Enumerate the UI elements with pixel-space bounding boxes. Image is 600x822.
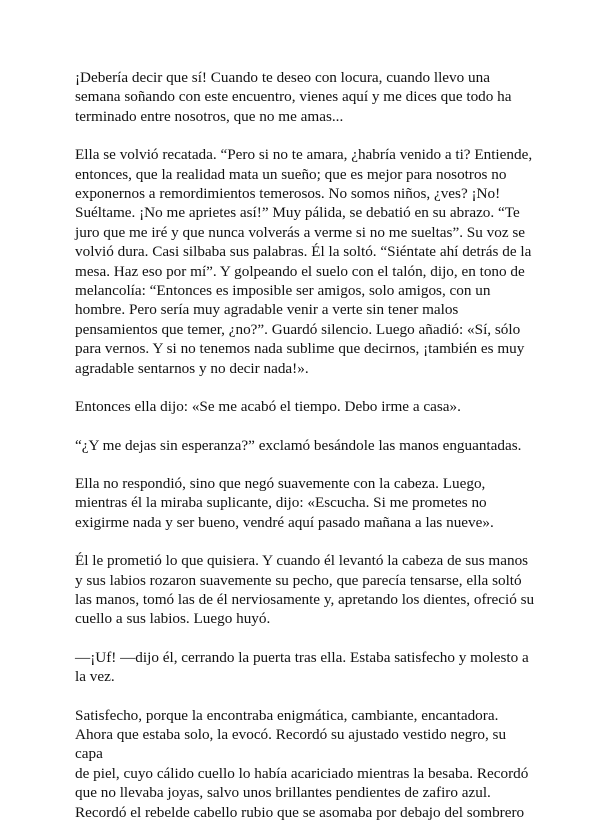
paragraph-6: Él le prometió lo que quisiera. Y cuando él levantó la cabeza de sus manos y sus labios rozaron suavemente su pecho, que parecía tensarse, ella soltó las manos, tomó las de él nerviosamente y, apretando los dientes, ofreció su cuello a sus labios. Luego huyó. bbox=[75, 552, 535, 628]
paragraph-7: —¡Uf! —dijo él, cerrando la puerta tras ella. Estaba satisfecho y molesto a la vez. bbox=[75, 648, 529, 686]
paragraph-2: Ella se volvió recatada. “Pero si no te amara, ¿habría venido a ti? Entiende, entonces, que la realidad mata un sueño; que es mejor para nosotros no exponernos a remordimientos temerosos. No somos niños, ¿ves? ¡No! Suéltame. ¡No me aprietes así!” Muy pálida, se debatió en su abrazo. “Te juro que me iré y que nunca volverás a verme si no me sueltas”. Su voz se volvió dura. Casi silbaba sus palabras. Él la soltó. “Siéntate ahí detrás de la mesa. Haz eso por mí”. Y golpeando el suelo con el talón, dijo, en tono de melancolía: “Entonces es imposible ser amigos, solo amigos, con un hombre. Pero sería muy agradable venir a verte sin tener malos pensamientos que temer, ¿no?”. Guardó silencio. Luego añadió: «Sí, sólo para vernos. Y si no tenemos nada sublime que decirnos, ¡también es muy agradable sentarnos y no decir nada!». bbox=[75, 146, 533, 377]
paragraph-3: Entonces ella dijo: «Se me acabó el tiempo. Debo irme a casa». bbox=[75, 398, 461, 416]
paragraph-1: ¡Debería decir que sí! Cuando te deseo con locura, cuando llevo una semana soñando con este encuentro, vienes aquí y me dices que todo ha terminado entre nosotros, que no me amas... bbox=[75, 69, 512, 125]
paragraph-8: Satisfecho, porque la encontraba enigmática, cambiante, encantadora. Ahora que estaba solo, la evocó. Recordó su ajustado vestido negro, su capa de piel, cuyo cálido cuello lo había acariciado mientras la besaba. Recordó que no llevaba joyas, salvo unos brillantes pendientes de zafiro azul. Recordó el rebelde cabello rubio que se asomaba por debajo del sombrero bbox=[75, 706, 529, 821]
paragraph-5: Ella no respondió, sino que negó suavemente con la cabeza. Luego, mientras él la miraba suplicante, dijo: «Escucha. Si me prometes no exigirme nada y ser bueno, vendré aquí pasado mañana a las nueve». bbox=[75, 474, 494, 531]
document-page bbox=[75, 68, 535, 822]
paragraph-4: “¿Y me dejas sin esperanza?” exclamó besándole las manos enguantadas. bbox=[75, 436, 522, 454]
